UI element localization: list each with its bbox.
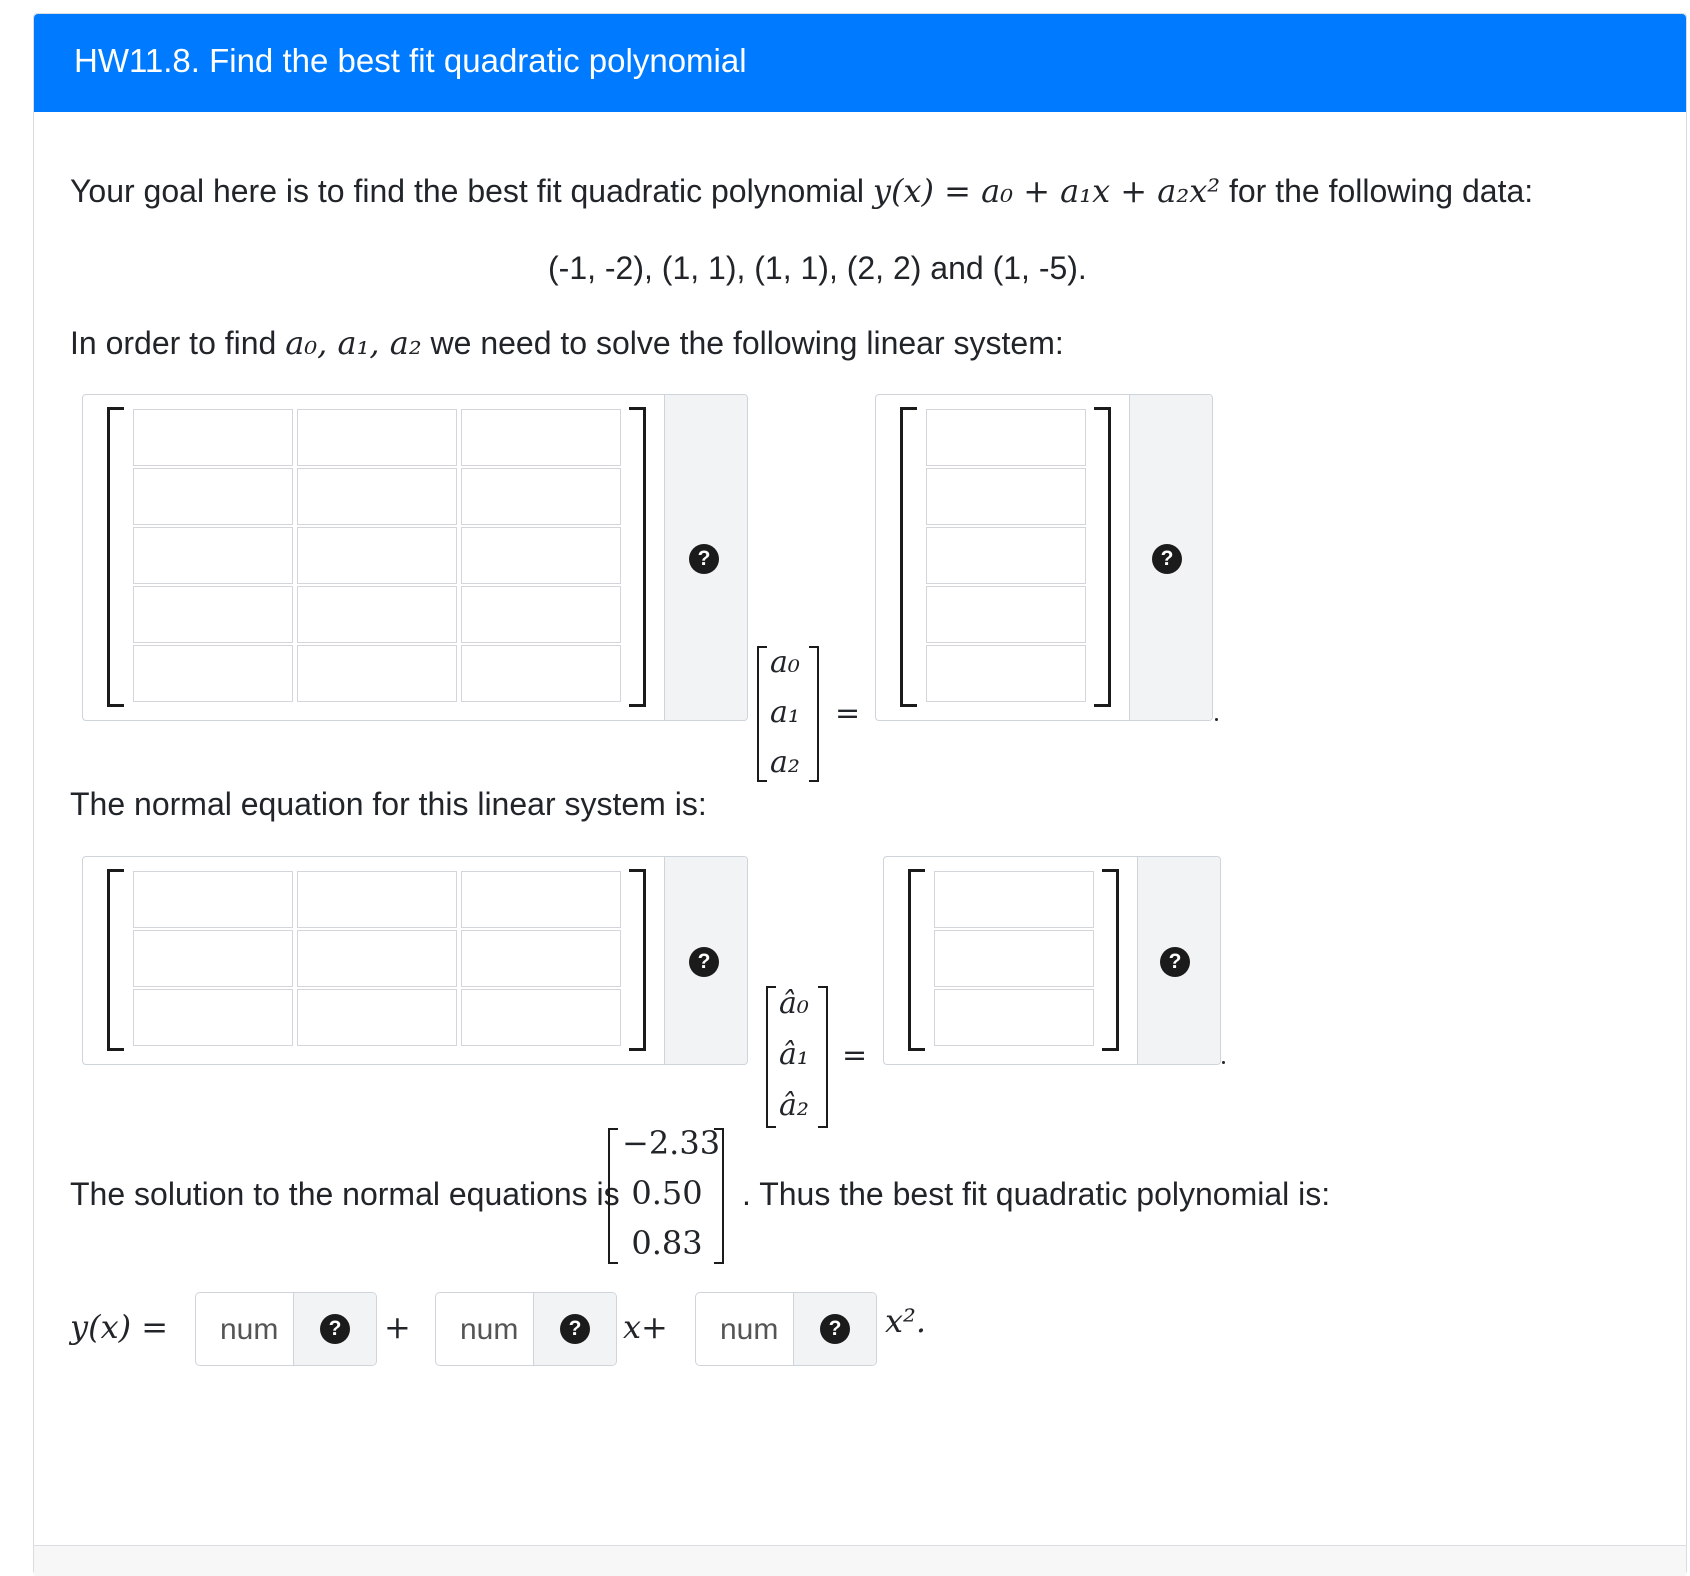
left-bracket [107,869,124,1051]
matrix-cell-input[interactable] [461,409,621,466]
equals-sign: = [835,696,861,731]
help-addon [1129,395,1212,720]
matrix-cell-input[interactable] [133,527,293,584]
matrix-cell-input[interactable] [934,871,1094,928]
matrix-cell-input[interactable] [461,586,621,643]
period [1222,1061,1225,1064]
matrix-cell-input[interactable] [926,586,1086,643]
intro-text: Your goal here is to find the best fit quadratic polynomial y(x) = a₀ + a₁x + a₂x² for the following data: [70,172,1534,210]
solution-value: 0.83 [631,1224,703,1262]
matrix-cell-input[interactable] [461,871,621,928]
matrix-cell-input[interactable] [133,871,293,928]
vector-entry: a₁ [770,695,800,730]
matrix-cell-input[interactable] [297,468,457,525]
vector-right-bracket [809,646,819,782]
matrix-a-input-group [82,394,748,721]
help-icon[interactable]: ? [689,947,719,977]
matrix-cell-input[interactable] [297,527,457,584]
right-bracket [629,407,646,707]
right-bracket [1102,869,1119,1051]
solution-value: −2.33 [622,1124,721,1162]
matrix-cell-input[interactable] [297,586,457,643]
a0-input[interactable]: num [220,1313,279,1346]
vector-entry: a₂ [770,745,800,780]
left-bracket [900,407,917,707]
solution-text: The solution to the normal equations is [70,1176,620,1212]
a2-answer-group [695,1292,877,1366]
vector-left-bracket [766,986,776,1128]
help-icon[interactable]: ? [1152,544,1182,574]
vector-left-bracket [608,1128,618,1264]
linear-system-text: In order to find a₀, a₁, a₂ we need to solve the following linear system: [70,324,1064,362]
normal-equation-text: The normal equation for this linear system is: [70,786,707,822]
left-bracket [908,869,925,1051]
matrix-cell-input[interactable] [133,989,293,1046]
help-icon[interactable]: ? [820,1314,850,1344]
help-addon [293,1293,376,1365]
x2-term: x². [885,1302,927,1340]
vector-right-bracket [818,986,828,1128]
left-bracket [107,407,124,707]
equals-sign: = [842,1038,868,1073]
matrix-cell-input[interactable] [461,527,621,584]
vector-entry: â₂ [779,1088,809,1123]
matrix-cell-input[interactable] [461,989,621,1046]
vector-atb-input-group [883,856,1221,1065]
help-icon[interactable]: ? [320,1314,350,1344]
right-bracket [629,869,646,1051]
right-bracket [1094,407,1111,707]
matrix-cell-input[interactable] [133,586,293,643]
answer-lhs: y(x) = [70,1308,169,1346]
period [1215,718,1218,721]
a1-answer-group [435,1292,617,1366]
data-points: (-1, -2), (1, 1), (1, 1), (2, 2) and (1, -5). [548,250,1087,286]
matrix-cell-input[interactable] [133,645,293,702]
matrix-cell-input[interactable] [297,989,457,1046]
matrix-cell-input[interactable] [297,871,457,928]
coefficient-vars: a₀, a₁, a₂ [285,324,422,362]
a2-input[interactable]: num [720,1313,779,1346]
matrix-cell-input[interactable] [461,645,621,702]
matrix-cell-input[interactable] [461,468,621,525]
matrix-cell-input[interactable] [133,930,293,987]
matrix-cell-input[interactable] [926,527,1086,584]
help-addon [664,857,747,1064]
help-addon [793,1293,876,1365]
help-icon[interactable]: ? [689,544,719,574]
help-addon [1137,857,1220,1064]
matrix-cell-input[interactable] [297,645,457,702]
solution-value: 0.50 [631,1174,703,1212]
help-icon[interactable]: ? [560,1314,590,1344]
matrix-cell-input[interactable] [926,409,1086,466]
matrix-cell-input[interactable] [297,930,457,987]
question-title: HW11.8. Find the best fit quadratic polynomial [74,42,747,79]
vector-b-input-group [875,394,1213,721]
vector-left-bracket [757,646,767,782]
question-header [34,14,1686,112]
polynomial-formula: y(x) = a₀ + a₁x + a₂x² [872,172,1221,210]
question-footer [34,1545,1686,1576]
help-icon[interactable]: ? [1160,947,1190,977]
matrix-cell-input[interactable] [926,468,1086,525]
vector-entry: â₁ [779,1037,809,1072]
solution-text-after: . Thus the best fit quadratic polynomial is: [742,1176,1331,1212]
x-term: x+ [623,1308,668,1346]
matrix-cell-input[interactable] [934,989,1094,1046]
vector-entry: a₀ [770,645,800,680]
matrix-cell-input[interactable] [133,468,293,525]
matrix-cell-input[interactable] [133,409,293,466]
matrix-ata-input-group [82,856,748,1065]
matrix-cell-input[interactable] [934,930,1094,987]
matrix-cell-input[interactable] [297,409,457,466]
matrix-cell-input[interactable] [926,645,1086,702]
a0-answer-group [195,1292,377,1366]
help-addon [664,395,747,720]
plus-sign: + [384,1308,411,1346]
help-addon [533,1293,616,1365]
matrix-cell-input[interactable] [461,930,621,987]
a1-input[interactable]: num [460,1313,519,1346]
vector-entry: â₀ [779,986,809,1021]
